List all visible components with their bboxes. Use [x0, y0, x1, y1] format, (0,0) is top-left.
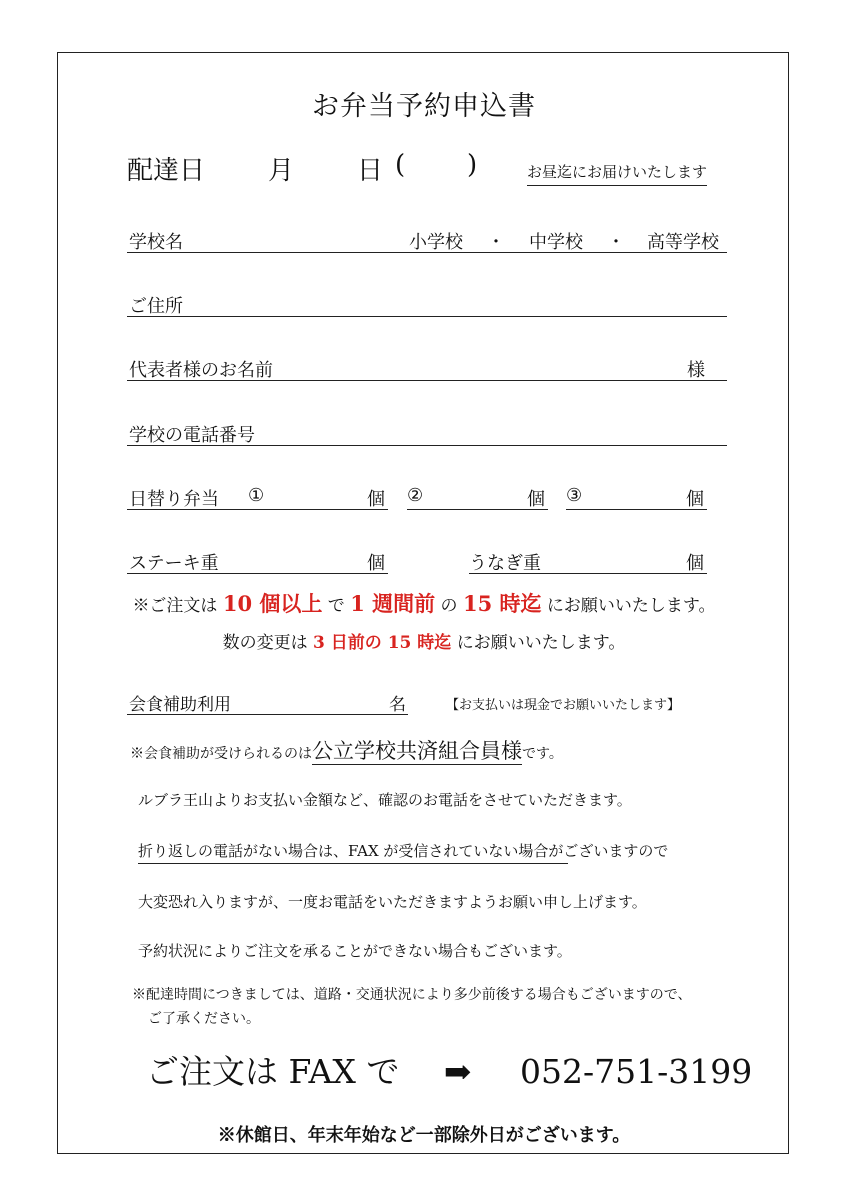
school-name-field[interactable] — [127, 228, 727, 253]
daily-bento-unit-1: 個 — [367, 489, 385, 510]
fax-order-line — [146, 1046, 752, 1093]
quantity-change-notice — [0, 628, 848, 653]
month-label: 月 — [268, 156, 295, 186]
holiday-note: ※休館日、年末年始など一部除外日がございます。 — [217, 1125, 631, 1146]
daily-bento-label: 日替り弁当 — [129, 489, 219, 510]
school-type-high[interactable]: 高等学校 — [647, 232, 719, 253]
notice-prefix: 数の変更は — [222, 633, 308, 653]
notice-connector: で — [327, 596, 345, 616]
daily-bento-unit-2: 個 — [527, 489, 545, 510]
daily-bento-field-3[interactable] — [566, 485, 707, 510]
notice-connector: の — [440, 596, 458, 616]
availability-note: 予約状況によりご注文を承ることができない場合もございます。 — [138, 942, 572, 960]
fax-not-received-text: 折り返しの電話がない場合は、FAX が受信されていない場合がございますので — [138, 840, 568, 864]
please-call-note: 大変恐れ入りますが、一度お電話をいただきますようお願い申し上げます。 — [138, 893, 647, 911]
meal-subsidy-unit: 名 — [389, 695, 406, 715]
school-type-junior-high[interactable]: 中学校 — [529, 232, 583, 253]
school-type-separator: ・ — [607, 232, 625, 253]
weekday-paren-close: ) — [467, 150, 478, 180]
honorific-suffix: 様 — [687, 360, 705, 381]
notice-prefix: ※ご注文は — [132, 596, 218, 616]
eligibility-prefix: ※会食補助が受けられるのは — [130, 746, 312, 762]
school-phone-label: 学校の電話番号 — [129, 425, 255, 446]
representative-name-field[interactable] — [127, 356, 727, 381]
notice-suffix: にお願いいたします。 — [456, 633, 626, 653]
form-title: お弁当予約申込書 — [312, 91, 536, 122]
change-deadline: 3 日前の 15 時迄 — [313, 633, 452, 653]
fax-not-received-note — [138, 840, 669, 864]
fax-order-label: ご注文は FAX で — [146, 1052, 400, 1091]
daily-bento-field-2[interactable] — [407, 485, 548, 510]
delivery-time-disclaimer-line1: ※配達時間につきましては、道路・交通状況により多少前後する場合もございますので、 — [132, 987, 692, 1003]
representative-name-label: 代表者様のお名前 — [129, 360, 273, 381]
daily-bento-unit-3: 個 — [686, 489, 704, 510]
steak-juu-field[interactable] — [127, 549, 388, 574]
daily-bento-field-1[interactable] — [127, 485, 388, 510]
arrow-right-icon: ➡ — [443, 1052, 472, 1091]
day-label: 日 — [357, 156, 384, 186]
delivery-date-row — [127, 150, 527, 184]
address-label: ご住所 — [129, 296, 183, 317]
deadline-time: 15 時迄 — [462, 591, 542, 616]
steak-juu-label: ステーキ重 — [129, 553, 219, 574]
school-type-separator: ・ — [487, 232, 505, 253]
daily-bento-mark-1: ① — [248, 485, 265, 506]
delivery-date-label: 配達日 — [127, 156, 206, 186]
unagi-juu-unit: 個 — [686, 553, 704, 574]
notice-suffix: にお願いいたします。 — [546, 596, 716, 616]
weekday-paren-open: ( — [395, 150, 406, 180]
steak-juu-unit: 個 — [367, 553, 385, 574]
school-name-label: 学校名 — [129, 232, 183, 253]
fax-number[interactable]: 052-751-3199 — [520, 1052, 753, 1091]
meal-subsidy-field[interactable] — [127, 690, 408, 715]
daily-bento-mark-2: ② — [407, 485, 424, 506]
unagi-juu-label: うなぎ重 — [469, 553, 541, 574]
address-field[interactable] — [127, 292, 727, 317]
delivery-time-note: お昼迄にお届けいたします — [527, 161, 707, 186]
delivery-time-disclaimer-line2: ご了承ください。 — [148, 1011, 260, 1027]
eligible-organization: 公立学校共済組合員様 — [312, 739, 522, 763]
eligibility-suffix: です。 — [522, 746, 563, 762]
minimum-quantity: 10 個以上 — [222, 591, 323, 616]
school-phone-field[interactable] — [127, 421, 727, 446]
confirmation-call-note: ルブラ王山よりお支払い金額など、確認のお電話をさせていただきます。 — [138, 791, 632, 809]
daily-bento-mark-3: ③ — [566, 485, 583, 506]
subsidy-eligibility-note — [130, 735, 563, 765]
unagi-juu-field[interactable] — [469, 549, 707, 574]
payment-note: 【お支払いは現金でお願いいたします】 — [446, 698, 681, 713]
meal-subsidy-label: 会食補助利用 — [129, 695, 231, 715]
order-deadline-notice — [0, 588, 848, 618]
lead-time: 1 週間前 — [350, 591, 436, 616]
school-type-elementary[interactable]: 小学校 — [409, 232, 463, 253]
